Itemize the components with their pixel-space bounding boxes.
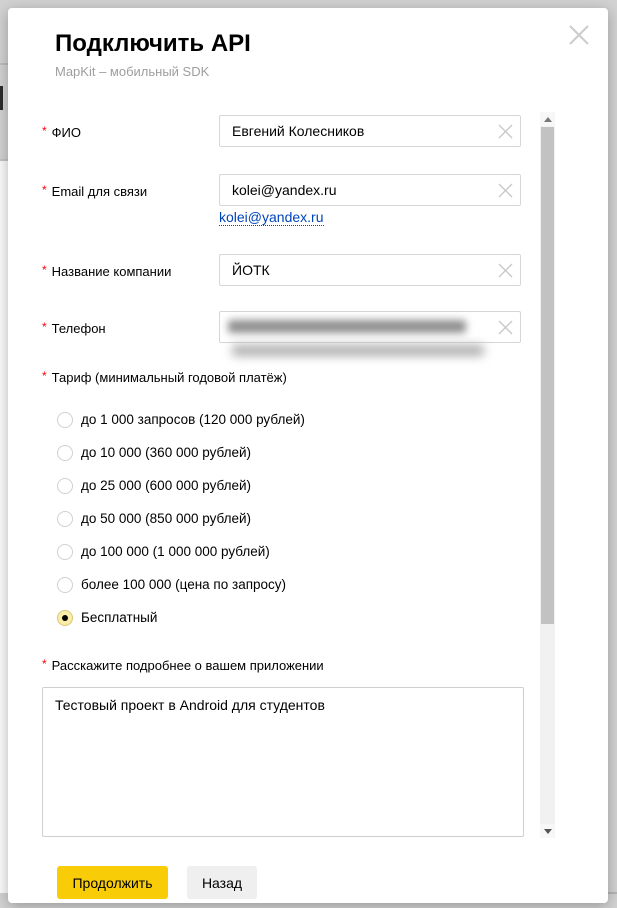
tariff-option-label: до 100 000 (1 000 000 рублей) [81,544,270,559]
connect-api-dialog [8,8,608,903]
page-behind-left-strip [0,160,8,893]
email-input[interactable] [219,174,521,206]
required-asterisk: * [42,183,47,197]
email-suggestion-link[interactable]: kolei@yandex.ru [219,209,324,225]
tariff-option-label: до 25 000 (600 000 рублей) [81,478,252,493]
phone-redacted-blur [232,345,484,356]
tariff-label: * Тариф (минимальный годовой платёж) [42,369,287,385]
clear-email-icon[interactable] [498,183,513,198]
radio-icon[interactable] [57,445,73,461]
page-behind-divider [0,63,8,65]
fio-label: * ФИО [42,124,82,140]
tariff-option-6[interactable] [57,568,477,601]
page-behind-divider [0,159,8,161]
tariff-option-label: Бесплатный [81,610,158,625]
tariff-option-label: до 10 000 (360 000 рублей) [81,445,252,460]
company-label: * Название компании [42,263,172,279]
page-behind-divider [608,892,617,894]
description-textarea[interactable] [42,687,524,837]
tariff-option-label: до 50 000 (850 000 рублей) [81,511,252,526]
tariff-radio-group [57,403,477,634]
close-icon[interactable] [564,20,594,50]
phone-label: * Телефон [42,320,106,336]
dialog-scrollbar[interactable] [540,112,555,838]
tariff-option-2[interactable] [57,436,477,469]
description-label: * Расскажите подробнее о вашем приложении [42,657,324,673]
tariff-option-5[interactable] [57,535,477,568]
email-label: * Email для связи [42,183,148,199]
radio-selected-icon[interactable] [57,610,73,626]
dialog-subtitle: MapKit – мобильный SDK [55,64,210,79]
required-asterisk: * [42,369,47,383]
required-asterisk: * [42,657,47,671]
fio-input[interactable] [219,115,521,147]
back-button[interactable]: Назад [187,866,257,899]
company-input[interactable] [219,254,521,286]
page-behind-text-fragment [0,86,3,110]
radio-icon[interactable] [57,478,73,494]
clear-fio-icon[interactable] [498,124,513,139]
tariff-option-label: до 1 000 запросов (120 000 рублей) [81,412,305,427]
scrollbar-down-arrow-icon[interactable] [540,824,555,838]
radio-icon[interactable] [57,511,73,527]
dialog-title: Подключить API [55,30,251,57]
clear-phone-icon[interactable] [498,320,513,335]
continue-button[interactable]: Продолжить [57,866,168,899]
tariff-option-1[interactable] [57,403,477,436]
radio-icon[interactable] [57,577,73,593]
scrollbar-up-arrow-icon[interactable] [540,112,555,126]
phone-redacted-blur [228,320,466,333]
clear-company-icon[interactable] [498,263,513,278]
radio-icon[interactable] [57,544,73,560]
tariff-option-3[interactable] [57,469,477,502]
required-asterisk: * [42,124,47,138]
radio-icon[interactable] [57,412,73,428]
tariff-option-free[interactable] [57,601,477,634]
tariff-option-label: более 100 000 (цена по запросу) [81,577,287,592]
required-asterisk: * [42,320,47,334]
scrollbar-thumb[interactable] [541,127,554,624]
required-asterisk: * [42,263,47,277]
tariff-option-4[interactable] [57,502,477,535]
